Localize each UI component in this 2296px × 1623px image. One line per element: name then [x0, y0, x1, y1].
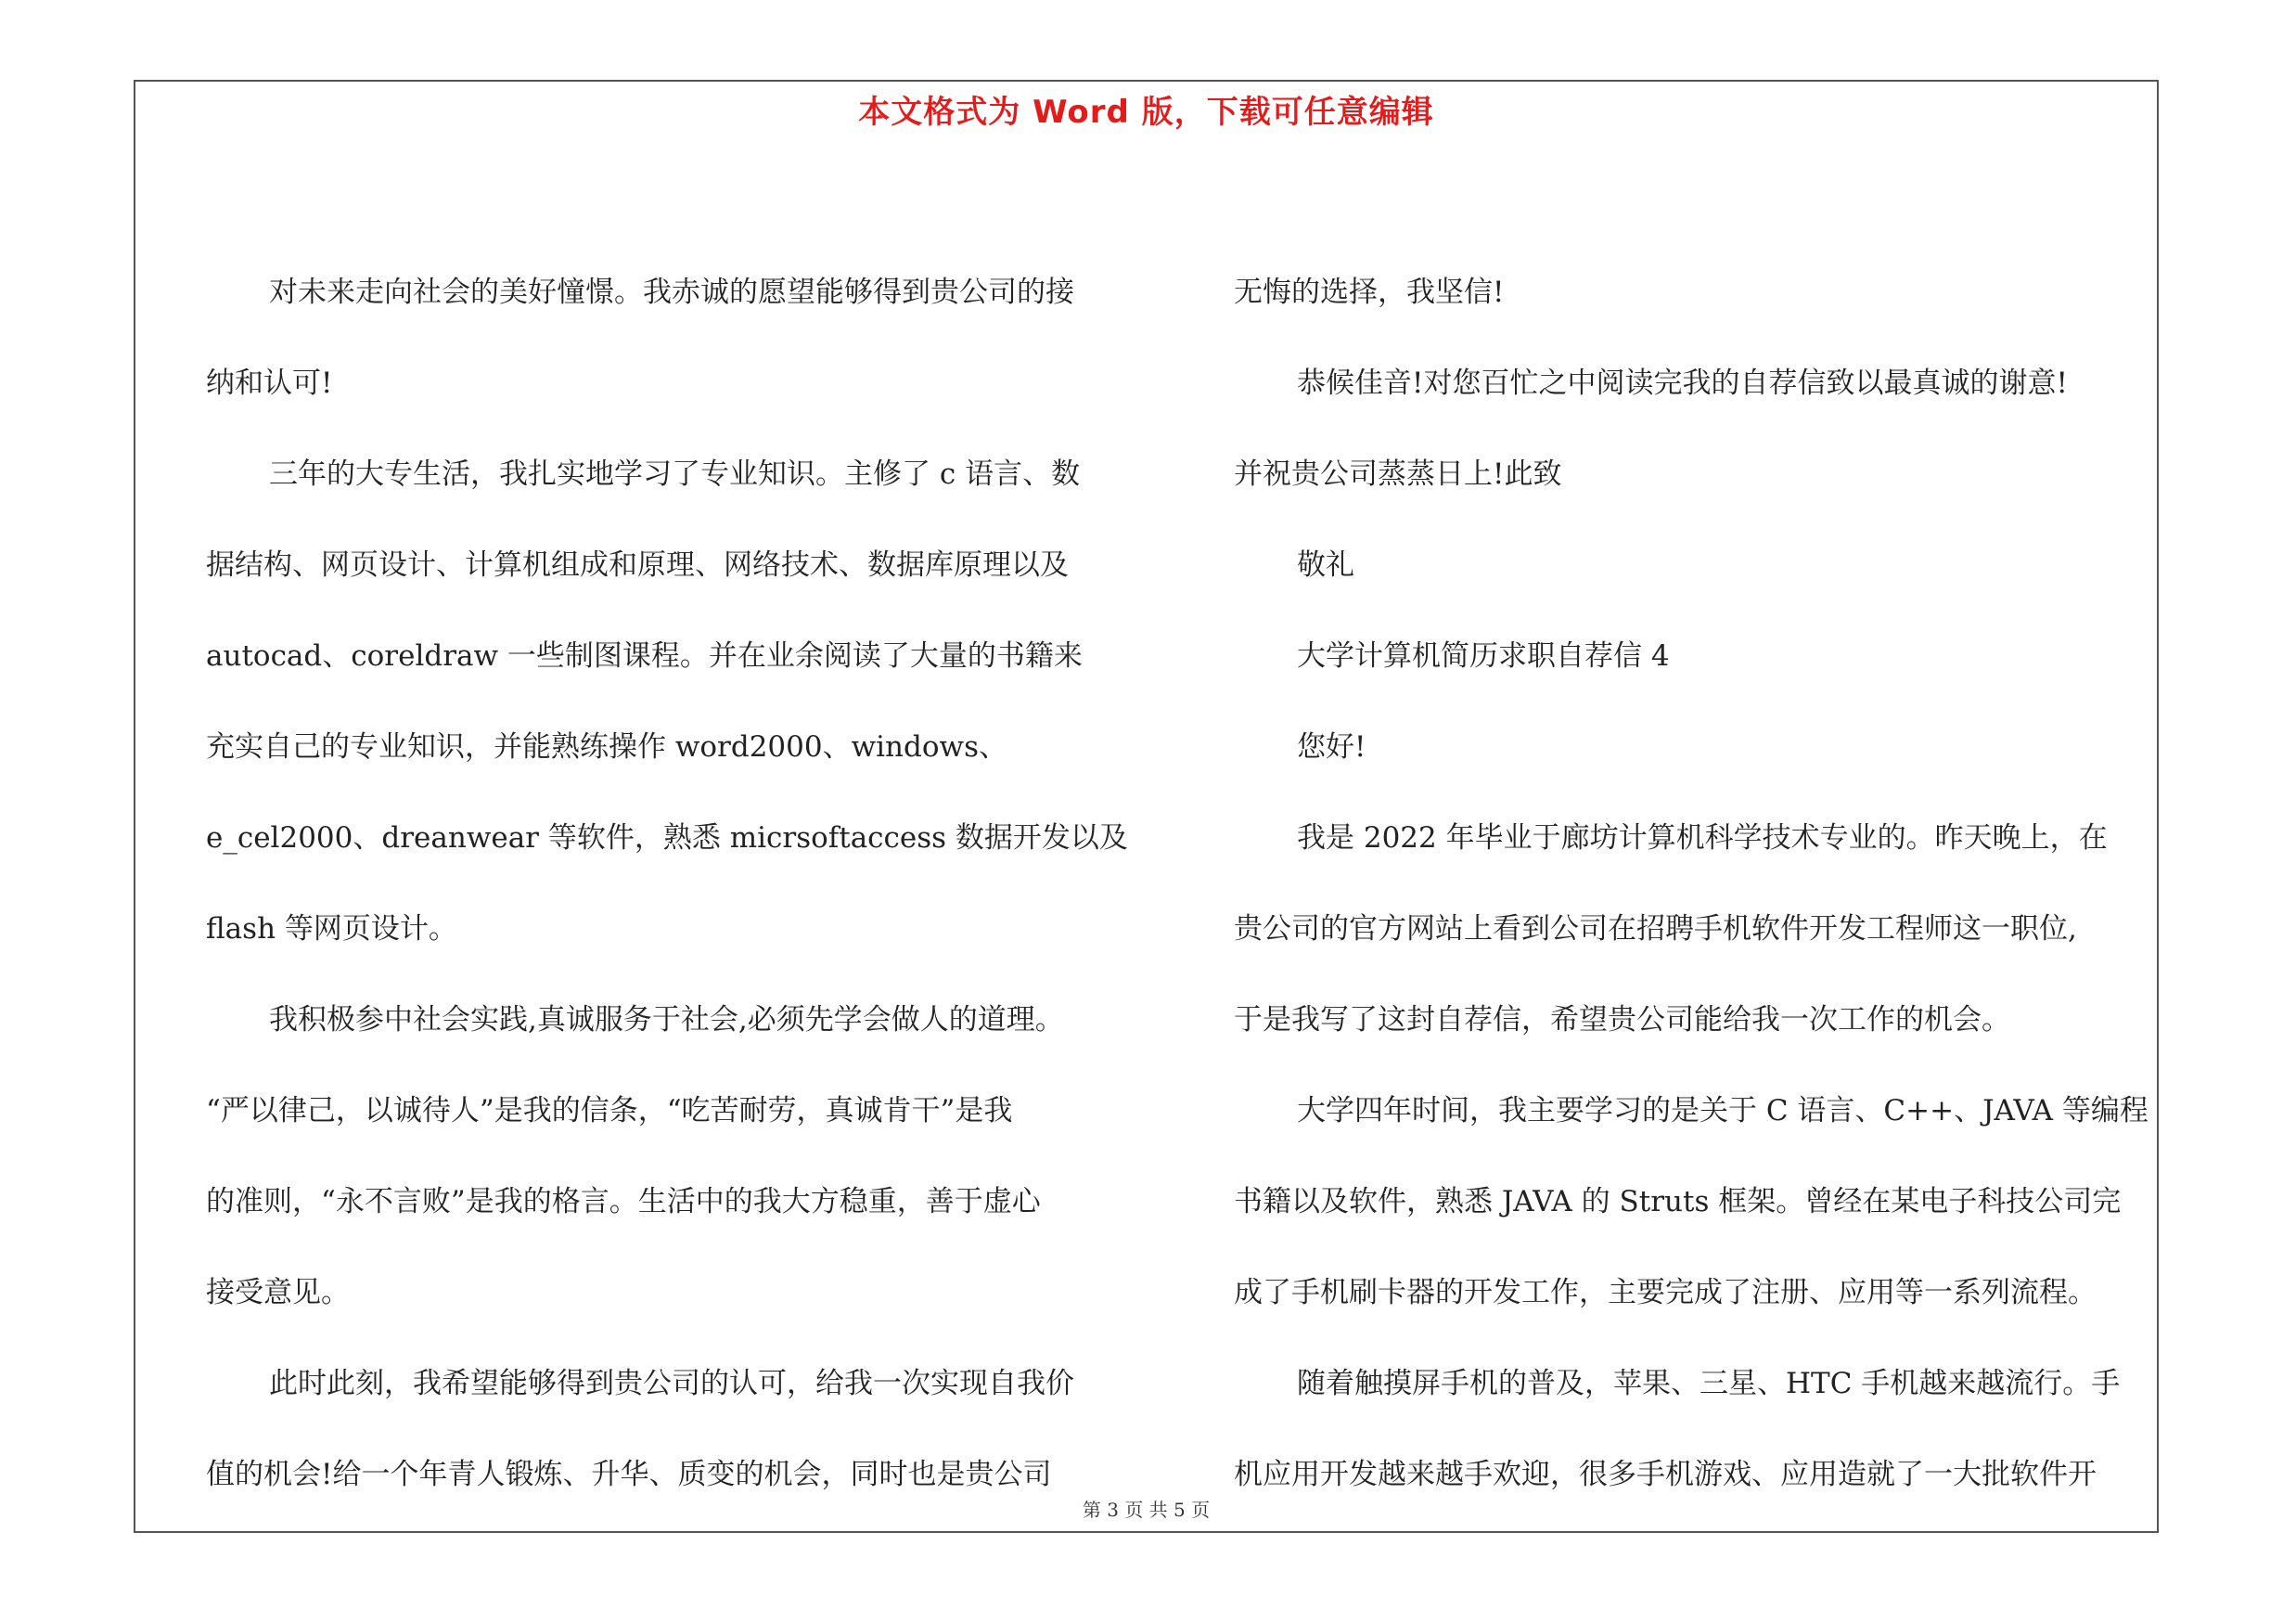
text-line: 于是我写了这封自荐信，希望贵公司能给我一次工作的机会。	[1234, 1003, 2010, 1037]
page-frame	[134, 80, 2159, 1533]
text-line: 成了手机刷卡器的开发工作，主要完成了注册、应用等一系列流程。	[1234, 1276, 2097, 1309]
text-line: 无悔的选择，我坚信!	[1234, 276, 1505, 309]
header-banner: 本文格式为 Word 版，下载可任意编辑	[858, 94, 1434, 131]
text-line: 接受意见。	[206, 1276, 350, 1309]
text-line: 对未来走向社会的美好憧憬。我赤诚的愿望能够得到贵公司的接	[269, 276, 1074, 309]
text-line: 据结构、网页设计、计算机组成和原理、网络技术、数据库原理以及	[206, 548, 1069, 582]
text-line: 并祝贵公司蒸蒸日上!此致	[1234, 457, 1562, 491]
text-line: 我是 2022 年毕业于廊坊计算机科学技术专业的。昨天晚上，在	[1297, 821, 2108, 855]
text-line: 随着触摸屏手机的普及，苹果、三星、HTC 手机越来越流行。手	[1297, 1367, 2121, 1400]
text-line: 我积极参中社会实践,真诚服务于社会,必须先学会做人的道理。	[269, 1003, 1064, 1037]
text-line: 充实自己的专业知识，并能熟练操作 word2000、windows、	[206, 730, 1007, 764]
section-title: 大学计算机简历求职自荐信 4	[1297, 639, 1670, 673]
text-line: 书籍以及软件，熟悉 JAVA 的 Struts 框架。曾经在某电子科技公司完	[1234, 1185, 2122, 1218]
text-line: 恭候佳音!对您百忙之中阅读完我的自荐信致以最真诚的谢意!	[1297, 367, 2068, 400]
text-line: flash 等网页设计。	[206, 912, 457, 946]
text-line: 机应用开发越来越手欢迎，很多手机游戏、应用造就了一大批软件开	[1234, 1458, 2097, 1491]
text-line: 值的机会!给一个年青人锻炼、升华、质变的机会，同时也是贵公司	[206, 1458, 1052, 1491]
text-line: 您好!	[1297, 730, 1366, 764]
text-line: 的准则，“永不言败”是我的格言。生活中的我大方稳重，善于虚心	[206, 1185, 1041, 1218]
text-line: 三年的大专生活，我扎实地学习了专业知识。主修了 c 语言、数	[269, 457, 1081, 491]
text-line: 敬礼	[1297, 548, 1354, 582]
left-column	[206, 247, 1134, 1520]
text-line: “严以律己，以诚待人”是我的信条，“吃苦耐劳，真诚肯干”是我	[206, 1094, 1013, 1127]
text-line: 大学四年时间，我主要学习的是关于 C 语言、C++、JAVA 等编程	[1297, 1094, 2148, 1127]
right-column	[1234, 247, 2161, 1520]
text-line: autocad、coreldraw 一些制图课程。并在业余阅读了大量的书籍来	[206, 639, 1083, 673]
text-line: 此时此刻，我希望能够得到贵公司的认可，给我一次实现自我价	[269, 1367, 1074, 1400]
text-line: e_cel2000、dreanwear 等软件，熟悉 micrsoftaccess 数据开发以及	[206, 821, 1128, 855]
text-line: 贵公司的官方网站上看到公司在招聘手机软件开发工程师这一职位,	[1234, 912, 2077, 946]
text-line: 纳和认可!	[206, 367, 333, 400]
page-number: 第 3 页 共 5 页	[1082, 1499, 1211, 1521]
